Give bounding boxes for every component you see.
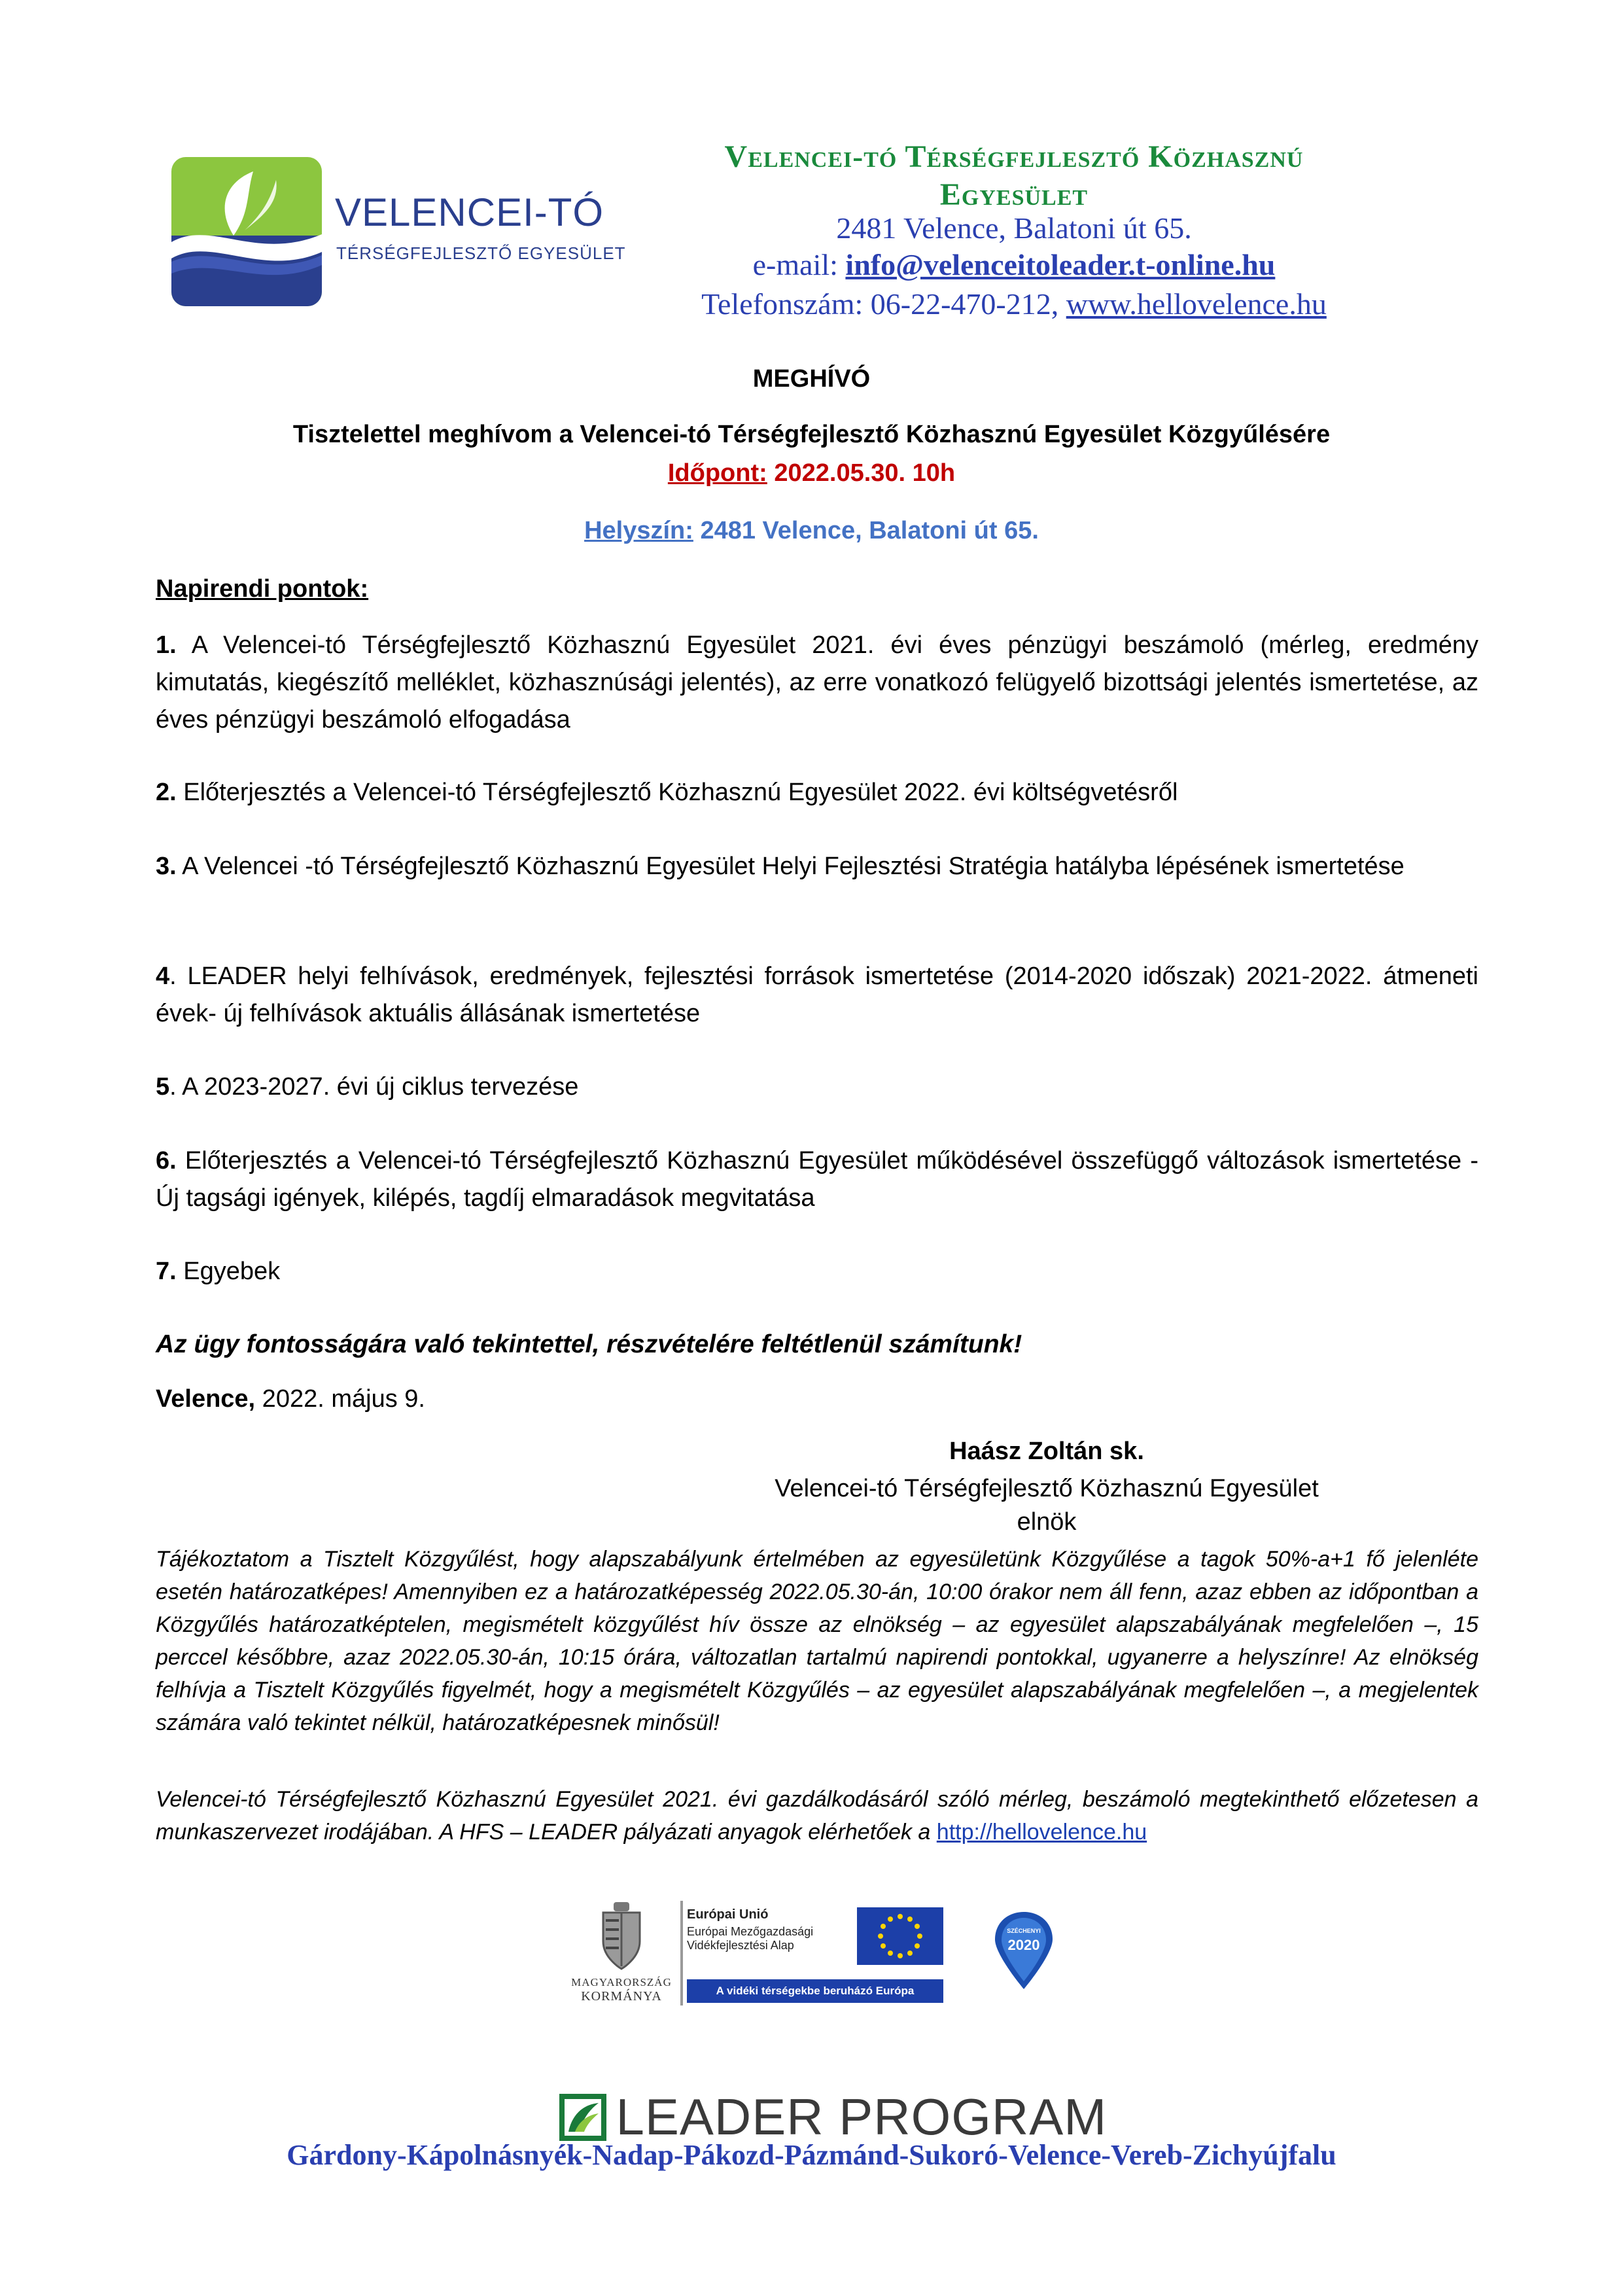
government-logo: [563, 1901, 680, 2025]
agenda-item-text: Egyebek: [176, 1258, 281, 1285]
email-label: e-mail:: [752, 248, 846, 281]
document-title: MEGHÍVÓ: [752, 365, 871, 393]
documents-notice: [156, 1783, 1478, 1848]
agenda-item-text: . A 2023-2027. évi új ciklus tervezése: [169, 1073, 579, 1101]
signer-role: elnök: [1017, 1508, 1077, 1536]
org-name-line1: Velencei-tó Térségfejlesztő Közhasznú: [724, 139, 1304, 174]
logo-graphic: [171, 157, 322, 306]
signing-place: Velence,: [156, 1385, 256, 1413]
place-label: Helyszín:: [584, 517, 693, 544]
signing-date: 2022. május 9.: [255, 1385, 425, 1413]
agenda-item-number: 6.: [156, 1147, 177, 1174]
invitation-intro: Tisztelettel meghívom a Velencei-tó Térségfejlesztő Közhasznú Egyesület Közgyűlésére: [292, 421, 1331, 448]
time-value: 2022.05.30. 10h: [767, 459, 956, 487]
szechenyi-year: 2020: [1007, 1937, 1040, 1953]
logo-title: VELENCEI-TÓ: [335, 190, 604, 234]
appeal-text: Az ügy fontosságára való tekintettel, részvételére feltétlenül számítunk!: [156, 1330, 1022, 1358]
meeting-place: [0, 517, 1623, 545]
org-name-line2: Egyesület: [939, 177, 1089, 212]
quorum-notice: Tájékoztatom a Tisztelt Közgyűlést, hogy alapszabályunk értelmében az egyesületünk Közgyűlése a tagok 50%-a+1 fő jelenléte esetén határozatképes! Amennyiben ez a határozatképesség 2022.05.30-án, 10:00 órakor nem áll fenn, azaz ebben az időpontban a Közgyűlés határozatképtelen, megismételt közgyűlést hív össze az elnökség – az egyesület alapszabályának megfelelően –, 15 perccel későbbre, azaz 2022.05.30-án, 10:15 órára, változatlan tartalmú napirendi pontokkal, ugyanerre a helyszínre! Az elnökség felhívja a Tisztelt Közgyűlés figyelmét, hogy a megismételt Közgyűlés – az egyesület alapszabályának megfelelően –, a megjelentek számára való tekintet nélkül, határozatképesnek minősül!: [156, 1547, 1478, 1735]
signer-organization: Velencei-tó Térségfejlesztő Közhasznú Egyesület: [775, 1475, 1319, 1502]
agenda-item-text: A Velencei -tó Térségfejlesztő Közhasznú Egyesület Helyi Fejlesztési Stratégia hatályba lépésének ismertetése: [176, 853, 1405, 880]
org-email-line: [576, 247, 1452, 282]
agenda-item: [156, 627, 1478, 739]
documents-link[interactable]: http://hellovelence.hu: [936, 1820, 1147, 1845]
sponsor-divider: [680, 1901, 683, 2005]
agenda-item-number: 1.: [156, 631, 177, 659]
org-phone-line: [576, 287, 1452, 321]
agenda-item-text: A Velencei-tó Térségfejlesztő Közhasznú Egyesület 2021. évi éves pénzügyi beszámoló (mérleg, eredmény kimutatás, kiegészítő melléklet, közhasznúsági jelentés), az erre vonatkozó felügyelő bizottsági jelentés ismertetése, az éves pénzügyi beszámoló elfogadása: [156, 631, 1478, 733]
agenda-item: [156, 1142, 1478, 1217]
szechenyi-text: SZÉCHENYI: [1007, 1928, 1041, 1934]
organization-logo: [171, 157, 322, 306]
agenda-item-number: 5: [156, 1073, 170, 1101]
agenda-item: [156, 958, 1478, 1033]
agenda-item: [156, 848, 1478, 885]
eu-logo: [687, 1907, 949, 2012]
eu-flag-icon: [857, 1907, 943, 1965]
email-link[interactable]: info@velenceitoleader.t-online.hu: [845, 248, 1276, 281]
szechenyi-2020-logo: [991, 1909, 1056, 1991]
place-date: [156, 1381, 1478, 1418]
logo-subtitle: TÉRSÉGFEJLESZTŐ EGYESÜLET: [336, 243, 626, 263]
eu-banner: A vidéki térségekbe beruházó Európa: [687, 1979, 943, 2003]
org-address: 2481 Velence, Balatoni út 65.: [836, 211, 1192, 245]
agenda-item: [156, 1253, 1478, 1290]
footer-settlements: Gárdony-Kápolnásnyék-Nadap-Pákozd-Pázmánd-Sukoró-Velence-Vereb-Zichyújfalu: [287, 2139, 1336, 2171]
agenda-item-text: Előterjesztés a Velencei-tó Térségfejlesztő Közhasznú Egyesület működésével összefüggő változások ismertetése - Új tagsági igények, kilépés, tagdíj elmaradások megvitatása: [156, 1147, 1478, 1212]
agenda-item-text: . LEADER helyi felhívások, eredmények, fejlesztési források ismertetése (2014-2020 időszak) 2021-2022. átmeneti évek- új felhívások aktuális állásának ismertetése: [156, 963, 1478, 1027]
agenda-item: [156, 1069, 1478, 1106]
eu-text-3: Vidékfejlesztési Alap: [687, 1939, 794, 1952]
agenda-heading: Napirendi pontok:: [156, 575, 369, 603]
eu-text-2: Európai Mezőgazdasági: [687, 1925, 814, 1938]
eu-text-1: Európai Unió: [687, 1907, 769, 1922]
phone-label: Telefonszám: 06-22-470-212,: [701, 287, 1066, 321]
agenda-item-text: Előterjesztés a Velencei-tó Térségfejlesztő Közhasznú Egyesület 2022. évi költségvetésről: [176, 779, 1178, 806]
website-link[interactable]: www.hellovelence.hu: [1066, 287, 1327, 321]
gov-text-2: KORMÁNYA: [581, 1989, 662, 2004]
agenda-item-number: 3.: [156, 853, 177, 880]
agenda-item-number: 2.: [156, 779, 177, 806]
agenda-item-number: 4: [156, 963, 170, 990]
coat-of-arms-icon: [563, 1901, 680, 1973]
documents-text: Velencei-tó Térségfejlesztő Közhasznú Egyesület 2021. évi gazdálkodásáról szóló mérleg, beszámoló megtekinthető előzetesen a munkaszervezet irodájában. A HFS – LEADER pályázati anyagok elérhetőek a: [156, 1787, 1478, 1845]
signer-name: Haász Zoltán sk.: [949, 1438, 1144, 1465]
agenda-item: [156, 774, 1478, 811]
gov-text-1: MAGYARORSZÁG: [571, 1976, 672, 1988]
leader-icon: [559, 2094, 606, 2141]
place-value: 2481 Velence, Balatoni út 65.: [693, 517, 1039, 544]
meeting-time: [0, 459, 1623, 487]
time-label: Időpont:: [667, 459, 767, 487]
leader-text: LEADER PROGRAM: [616, 2088, 1108, 2146]
agenda-item-number: 7.: [156, 1258, 177, 1285]
